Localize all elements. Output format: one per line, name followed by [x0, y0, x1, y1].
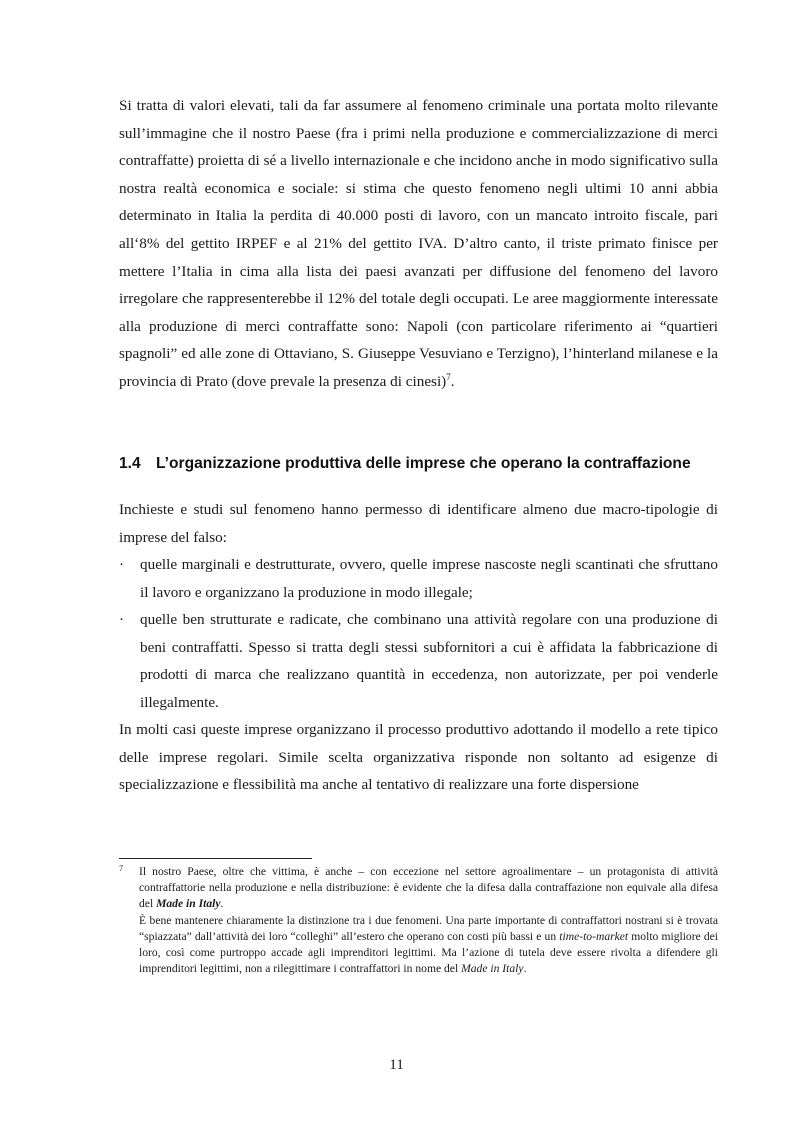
section-title: L’organizzazione produttiva delle imprese che operano la contraffazione — [156, 455, 691, 472]
footnote-paragraph-2 — [139, 913, 718, 978]
footnote-text: molto migliore dei loro, così come purtroppo accade agli imprenditori legittimi. Ma l’azione di tutela deve essere rivolta a difendere gli imprenditori legittimi, non a rilegittimare i contraffattori in nome del — [139, 929, 719, 976]
list-item — [119, 551, 718, 606]
footnote-reference-7[interactable]: 7 — [446, 371, 451, 382]
list-item-text: quelle ben strutturate e radicate, che combinano una attività regolare con una produzione di beni contraffatti. Spesso si tratta degli stessi subfornitori a cui è affidata la fabbricazione di prodotti di marca che realizzano quantità in eccedenza, non autorizzate, per poi venderle illegalmente. — [140, 611, 718, 711]
section-heading — [119, 455, 729, 473]
page-number: 11 — [389, 1056, 404, 1073]
body-paragraph-2: Inchieste e studi sul fenomeno hanno permesso di identificare almeno due macro-tipologie di imprese del falso: — [119, 501, 718, 546]
footnote-text: Il nostro Paese, oltre che vittima, è anche – con eccezione nel settore agroalimentare – un protagonista di attività contraffattorie nella produzione e nella distribuzione: è evidente che la difesa dalla contraffazione non equivale alla difesa del — [139, 865, 718, 911]
footnote-body — [119, 864, 718, 977]
footnote — [119, 864, 718, 977]
footnote-emphasis: time-to-market — [559, 929, 629, 943]
footnote-text-end: . — [523, 962, 527, 976]
paragraph-1-end: . — [450, 372, 455, 390]
bullet-dot-icon: · — [119, 556, 125, 573]
bullet-dot-icon: · — [119, 611, 125, 629]
section-number: 1.4 — [119, 455, 141, 472]
footnote-text: È bene mantenere chiaramente la distinzione tra i due fenomeni. Una parte importante di contraffattori nostrani si è trovata “spiazzata” dall’attività dei loro “colleghi” all’estero che operano con costi più bassi e un — [139, 913, 718, 943]
paragraph-1-text: Si tratta di valori elevati, tali da far assumere al fenomeno criminale una portata molto rilevante sull’immagine che il nostro Paese (fra i primi nella produzione e commercializzazione di merci contraffatte) proietta di sé a livello internazionale e che incidono anche in modo significativo sulla nostra realtà economica e sociale: si stima che questo fenomeno negli ultimi 10 anni abbia determinato in Italia la perdita di 40.000 posti di lavoro, con un mancato introito fiscale, pari all‘8% del gettito IRPEF e al 21% del gettito IVA. D’altro canto, il triste primato finisce per mettere l’Italia in cima alla lista dei paesi avanzati per diffusione del fenomeno del lavoro irregolare che rappresenterebbe il 12% del totale degli occupati. Le aree maggiormente interessate alla produzione di merci contraffatte sono: Napoli (con particolare riferimento ai “quartieri spagnoli” ed alle zone di Ottaviano, S. Giuseppe Vesuviano e Terzigno), l’hinterland milanese e la provincia di Prato (dove prevale la presenza di cinesi) — [119, 97, 718, 390]
bullet-list — [119, 551, 718, 717]
footnote-emphasis: Made in Italy — [461, 962, 524, 976]
footnote-paragraph-1 — [139, 864, 718, 913]
footnote-number: 7 — [119, 864, 123, 873]
footnote-emphasis: Made in Italy — [156, 897, 221, 911]
body-paragraph-3: In molti casi queste imprese organizzano il processo produttivo adottando il modello a rete tipico delle imprese regolari. Simile scelta organizzativa risponde non soltanto ad esigenze di specializzazione e flessibilità ma anche al tentativo di realizzare una forte dispersione — [119, 721, 718, 794]
footnote-text-end: . — [220, 897, 224, 911]
list-item — [119, 606, 718, 716]
body-paragraph-1 — [119, 92, 718, 396]
footnote-separator — [119, 858, 312, 859]
list-item-text: quelle marginali e destrutturate, ovvero, quelle imprese nascoste negli scantinati che sfruttano il lavoro e organizzano la produzione in modo illegale; — [140, 556, 718, 601]
